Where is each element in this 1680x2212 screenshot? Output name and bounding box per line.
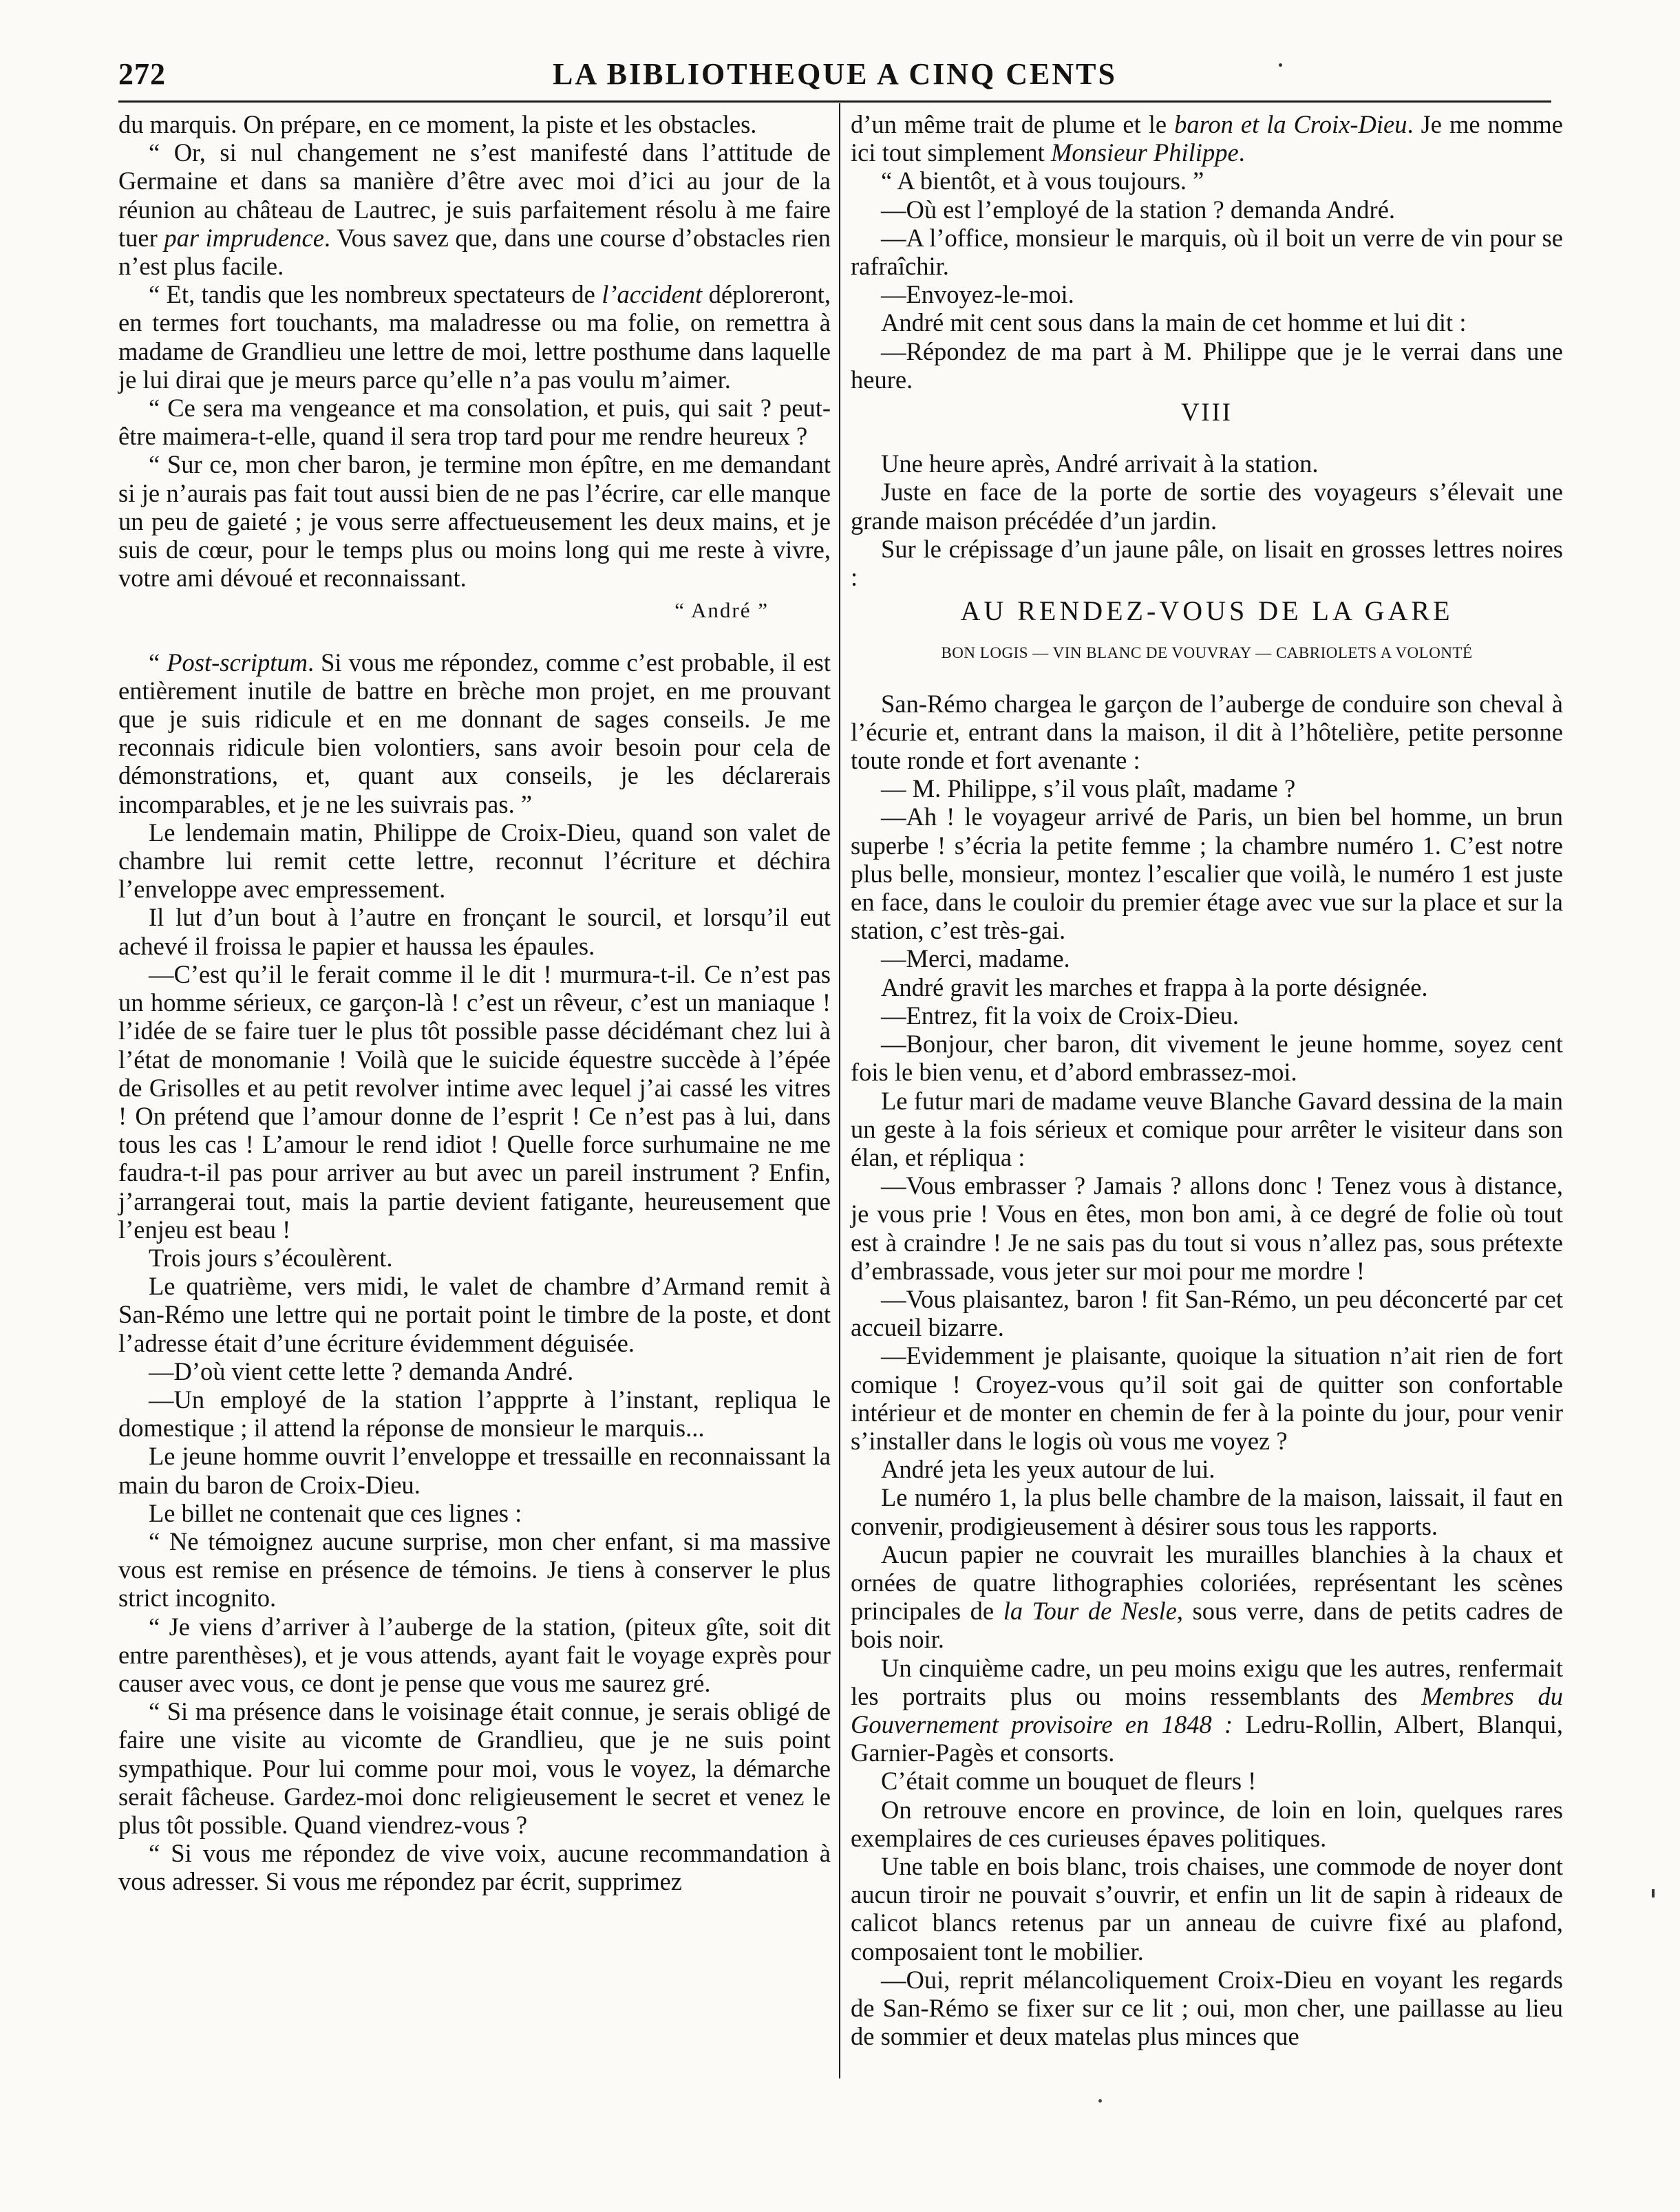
text-run: — M. Philippe, s’il vous plaît, madame ? <box>881 774 1296 803</box>
text-run: . Je me nomme ici tout simplement <box>851 110 1563 167</box>
paragraph <box>118 1613 831 1698</box>
paragraph <box>851 280 1563 308</box>
text-run: —Répondez de ma part à M. Philippe que je le verrai dans une heure. <box>851 337 1563 394</box>
italic-text: l’accident <box>602 280 703 309</box>
text-run: Le jeune homme ouvrit l’enveloppe et tressaille en reconnaissant la main du baron de Croix-Dieu. <box>118 1442 831 1499</box>
text-run: —Vous plaisantez, baron ! fit San-Rémo, un peu déconcerté par cet accueil bizarre. <box>851 1284 1563 1342</box>
paragraph <box>851 478 1563 534</box>
text-run: du marquis. On prépare, en ce moment, la piste et les obstacles. <box>118 110 757 138</box>
text-run: Sur le crépissage d’un jaune pâle, on lisait en grosses lettres noires : <box>851 534 1563 592</box>
paragraph <box>851 1540 1563 1654</box>
text-run: Trois jours s’écoulèrent. <box>149 1243 393 1272</box>
text-run: d’un même trait de plume et le <box>851 110 1175 138</box>
paragraph <box>118 1244 831 1272</box>
page-header <box>118 55 1551 98</box>
text-run: André jeta les yeux autour de lui. <box>881 1455 1215 1484</box>
paragraph <box>851 1171 1563 1285</box>
print-speck <box>1098 2099 1102 2103</box>
text-run: Une table en bois blanc, trois chaises, une commode de noyer dont aucun tiroir ne pouvait s’ouvrir, et enfin un lit de sapin à rideaux de calicot blancs retenus par un anneau de cuivre fixé au plafond, composaient tont le mobilier. <box>851 1851 1563 1966</box>
paragraph <box>118 280 831 394</box>
italic-text: baron et la Croix-Dieu <box>1174 110 1407 138</box>
text-run: —Entrez, fit la voix de Croix-Dieu. <box>881 1001 1239 1030</box>
paragraph <box>851 1341 1563 1455</box>
column-divider <box>839 103 840 2078</box>
paragraph <box>851 224 1563 280</box>
text-run: , sous verre, dans de petits cadres de bois noir. <box>851 1597 1563 1654</box>
text-run: —C’est qu’il le ferait comme il le dit ! murmura-t-il. Ce n’est pas un homme sérieux, ce garçon-là ! c’est un rêveur, c’est un maniaque ! l’idée de se faire tuer le plus tôt possible passe décidémant chez lui à l’état de monomanie ! Voilà que le suicide équestre succède à l’épée de Grisolles et au petit revolver intime avec lequel j’ai cassé les vitres ! On prétend que l’amour donne de l’esprit ! Ce n’est pas à lui, dans tous les cas ! L’amour le rend idiot ! Quelle force surhumaine ne me faudra-t-il pas pour arriver au but avec un pareil instrument ? Enfin, j’arrangerai tout, mais la partie devient fatigante, heureusement que l’enjeu est beau ! <box>118 959 831 1244</box>
text-run: Il lut d’un bout à l’autre en fronçant le sourcil, et lorsqu’il eut achevé il froissa le papier et haussa les épaules. <box>118 903 831 960</box>
text-run: Un cinquième cadre, un peu moins exigu que les autres, renfermait les portraits plus ou moins ressemblants des <box>851 1653 1563 1710</box>
text-run: VIII <box>1181 398 1233 427</box>
paragraph <box>851 195 1563 224</box>
paragraph <box>851 308 1563 337</box>
text-run: André gravit les marches et frappa à la porte désignée. <box>881 972 1428 1001</box>
text-run: —Ah ! le voyageur arrivé de Paris, un bien bel homme, un brun superbe ! s’écria la petite femme ; la chambre numéro 1. C’est notre plus belle, monsieur, montez l’escalier que voilà, le numéro 1 est juste en face, dans le couloir du premier étage avec vue sur la place et sur la station, c’est très-gai. <box>851 802 1563 945</box>
print-speck <box>1279 63 1282 67</box>
paragraph <box>118 450 831 592</box>
paragraph <box>851 1796 1563 1852</box>
text-run: AU RENDEZ-VOUS DE LA GARE <box>960 595 1454 627</box>
text-run: Le quatrième, vers midi, le valet de chambre d’Armand remit à San-Rémo une lettre qui ne portait point le timbre de la poste, et dont l’adresse était d’une écriture évidemment déguisée. <box>118 1272 831 1357</box>
text-run: —Oui, reprit mélancoliquement Croix-Dieu en voyant les regards de San-Rémo se fixer sur ce lit ; oui, mon cher, une paillasse au lieu de sommier et deux matelas plus minces que <box>851 1965 1563 2051</box>
paragraph <box>851 449 1563 478</box>
paragraph <box>118 1499 831 1527</box>
text-run: —Envoyez-le-moi. <box>881 280 1074 309</box>
text-run: “ Or, si nul changement ne s’est manifesté dans l’attitude de Germaine et dans sa manière d’être avec moi d’ici au jour de la réunion au château de Lautrec, je suis parfaitement résolu à me faire tuer <box>118 138 831 252</box>
left-column <box>118 110 831 1896</box>
continued-paragraph <box>851 110 1563 167</box>
header-rule <box>118 100 1551 103</box>
text-run: Une heure après, André arrivait à la station. <box>881 449 1319 478</box>
paragraph <box>851 802 1563 944</box>
paragraph <box>851 1087 1563 1172</box>
text-run: “ Je viens d’arriver à l’auberge de la station, (piteux gîte, soit dit entre parenthèses), et je vous attends, ayant fait le voyage exprès pour causer avec vous, ce dont je pense que vous me saurez gré. <box>118 1612 831 1697</box>
italic-text: la Tour de Nesle <box>1003 1597 1177 1626</box>
chapter-heading <box>851 398 1563 426</box>
text-run: Le futur mari de madame veuve Blanche Gavard dessina de la main un geste à la fois sérieux et comique pour arrêter le visiteur dans son élan, et répliqua : <box>851 1086 1563 1171</box>
text-run: André mit cent sous dans la main de cet homme et lui dit : <box>881 308 1467 337</box>
paragraph <box>851 337 1563 394</box>
text-run: Aucun papier ne couvrait les murailles blanchies à la chaux et ornées de quatre lithographies coloriées, représentant les scènes principales de <box>851 1540 1563 1626</box>
paragraph <box>118 1385 831 1442</box>
text-run: —A l’office, monsieur le marquis, où il boit un verre de vin pour se rafraîchir. <box>851 223 1563 281</box>
text-run: déploreront, en termes fort touchants, ma maladresse ou ma folie, on remettra à madame de Grandlieu une lettre de moi, lettre posthume dans laquelle je lui dirai que je meurs parce qu’elle n’a pas voulu m’aimer. <box>118 280 831 394</box>
paragraph <box>851 1001 1563 1030</box>
paragraph <box>851 1455 1563 1483</box>
paragraph <box>118 1272 831 1357</box>
paragraph <box>118 648 831 818</box>
paragraph <box>851 1030 1563 1086</box>
text-run: “ Ce sera ma vengeance et ma consolation, et puis, qui sait ? peut-être maimera-t-elle, quand il sera trop tard pour me rendre heureux ? <box>118 394 831 451</box>
text-run: . <box>1238 138 1245 167</box>
letter-signature <box>118 596 831 624</box>
text-run: Juste en face de la porte de sortie des voyageurs s’élevait une grande maison précédée d’un jardin. <box>851 478 1563 535</box>
paragraph <box>851 1285 1563 1341</box>
text-run: —Un employé de la station l’appprte à l’instant, repliqua le domestique ; il attend la réponse de monsieur le marquis... <box>118 1385 831 1443</box>
paragraph <box>118 1697 831 1839</box>
text-run: —Bonjour, cher baron, dit vivement le jeune homme, soyez cent fois le bien venu, et d’abord embrassez-moi. <box>851 1030 1563 1087</box>
paragraph <box>118 1357 831 1385</box>
italic-text: Membres du Gouvernement provisoire en 1848 : <box>851 1681 1563 1738</box>
text-run: . Vous savez que, dans une course d’obstacles rien n’est plus facile. <box>118 223 831 281</box>
text-run: C’était comme un bouquet de fleurs ! <box>881 1767 1257 1796</box>
italic-text: par imprudence <box>164 223 324 252</box>
text-run: Le lendemain matin, Philippe de Croix-Dieu, quand son valet de chambre lui remit cette lettre, reconnut l’écriture et déchira l’enveloppe avec empressement. <box>118 818 831 904</box>
italic-text: Post-scriptum <box>167 648 308 677</box>
text-run: Le numéro 1, la plus belle chambre de la maison, laissait, il faut en convenir, prodigieusement à désirer sous tous les rapports. <box>851 1483 1563 1540</box>
paragraph <box>851 1483 1563 1540</box>
text-run: —Vous embrasser ? Jamais ? allons donc ! Tenez vous à distance, je vous prie ! Vous en êtes, mon bon ami, à ce degré de folie où tout est à craindre ! Je ne sais pas du tout si vous n’allez pas, sous prétexte d’embrassade, vous jeter sur moi pour me mordre ! <box>851 1171 1563 1285</box>
paragraph <box>851 690 1563 775</box>
paragraph <box>851 1852 1563 1966</box>
page-number: 272 <box>118 57 166 91</box>
paragraph <box>851 167 1563 195</box>
text-run: “ Et, tandis que les nombreux spectateurs de <box>149 280 602 309</box>
text-run: “ A bientôt, et à vous toujours. ” <box>881 167 1204 195</box>
inn-sign-subtitle <box>851 639 1563 667</box>
text-run: Le billet ne contenait que ces lignes : <box>149 1498 522 1527</box>
paragraph <box>851 1654 1563 1767</box>
paragraph <box>851 1966 1563 2051</box>
paragraph <box>851 535 1563 591</box>
paragraph <box>118 1527 831 1613</box>
text-run: “ Si ma présence dans le voisinage était connue, je serais obligé de faire une visite au vicomte de Grandlieu, que je ne suis point sympathique. Pour lui comme pour moi, vous le voyez, la démarche serait fâcheuse. Gardez-moi donc religieusement le secret et venez le plus tôt possible. Quand viendrez-vous ? <box>118 1697 831 1839</box>
text-run: “ André ” <box>674 598 769 623</box>
text-run: Ledru-Rollin, Albert, Blanqui, Garnier-Pagès et consorts. <box>851 1710 1563 1767</box>
inn-sign-title <box>851 597 1563 625</box>
paragraph <box>851 944 1563 972</box>
paragraph <box>851 774 1563 802</box>
text-run: . Si vous me répondez, comme c’est probable, il est entièrement inutile de battre en brèche mon projet, en me prouvant que je suis ridicule et en me donnant de sages conseils. Je me reconnais ridicule bien volontiers, sans avoir besoin pour cela de démonstrations, et, quant aux conseils, je les déclarerais incomparables, et je ne les suivrais pas. ” <box>118 648 831 818</box>
paragraph <box>118 138 831 280</box>
print-speck <box>1652 1889 1655 1897</box>
text-run: —Où est l’employé de la station ? demanda André. <box>881 195 1396 224</box>
paragraph <box>118 394 831 450</box>
text-run: —D’où vient cette lette ? demanda André. <box>149 1357 574 1385</box>
text-run: “ Ne témoignez aucune surprise, mon cher enfant, si ma massive vous est remise en présence de témoins. Je tiens à conserver le plus strict incognito. <box>118 1527 831 1613</box>
text-run: “ <box>149 648 167 677</box>
text-run: “ Si vous me répondez de vive voix, aucune recommandation à vous adresser. Si vous me répondez par écrit, supprimez <box>118 1839 831 1896</box>
journal-title: LA BIBLIOTHEQUE A CINQ CENTS <box>552 57 1117 91</box>
text-run: “ Sur ce, mon cher baron, je termine mon épître, en me demandant si je n’aurais pas fait tout aussi bien de ne pas l’écrire, car elle manque un peu de gaieté ; je vous serre affectueusement les deux mains, et je suis de cœur, pour le temps plus ou moins long qui me reste à vivre, votre ami dévoué et reconnaissant. <box>118 450 831 593</box>
italic-text: Monsieur Philippe <box>1050 138 1239 167</box>
text-run: —Merci, madame. <box>881 944 1070 973</box>
paragraph <box>851 1767 1563 1795</box>
text-run: BON LOGIS — VIN BLANC DE VOUVRAY — CABRIOLETS A VOLONTÉ <box>941 644 1473 662</box>
paragraph <box>118 1839 831 1895</box>
paragraph <box>118 818 831 904</box>
paragraph <box>118 960 831 1244</box>
paragraph <box>118 903 831 959</box>
right-column <box>851 110 1563 2050</box>
text-run: On retrouve encore en province, de loin en loin, quelques rares exemplaires de ces curieuses épaves politiques. <box>851 1795 1563 1852</box>
paragraph <box>118 1442 831 1498</box>
paragraph <box>851 973 1563 1001</box>
text-run: —Evidemment je plaisante, quoique la situation n’ait rien de fort comique ! Croyez-vous qu’il soit gai de quitter son confortable intérieur et de monter en chemin de fer à la pointe du jour, pour venir s’installer dans le logis où vous me voyez ? <box>851 1341 1563 1455</box>
continued-paragraph <box>118 110 831 138</box>
text-run: San-Rémo chargea le garçon de l’auberge de conduire son cheval à l’écurie et, entrant dans la maison, il dit à l’hôtelière, petite personne toute ronde et fort avenante : <box>851 689 1563 775</box>
